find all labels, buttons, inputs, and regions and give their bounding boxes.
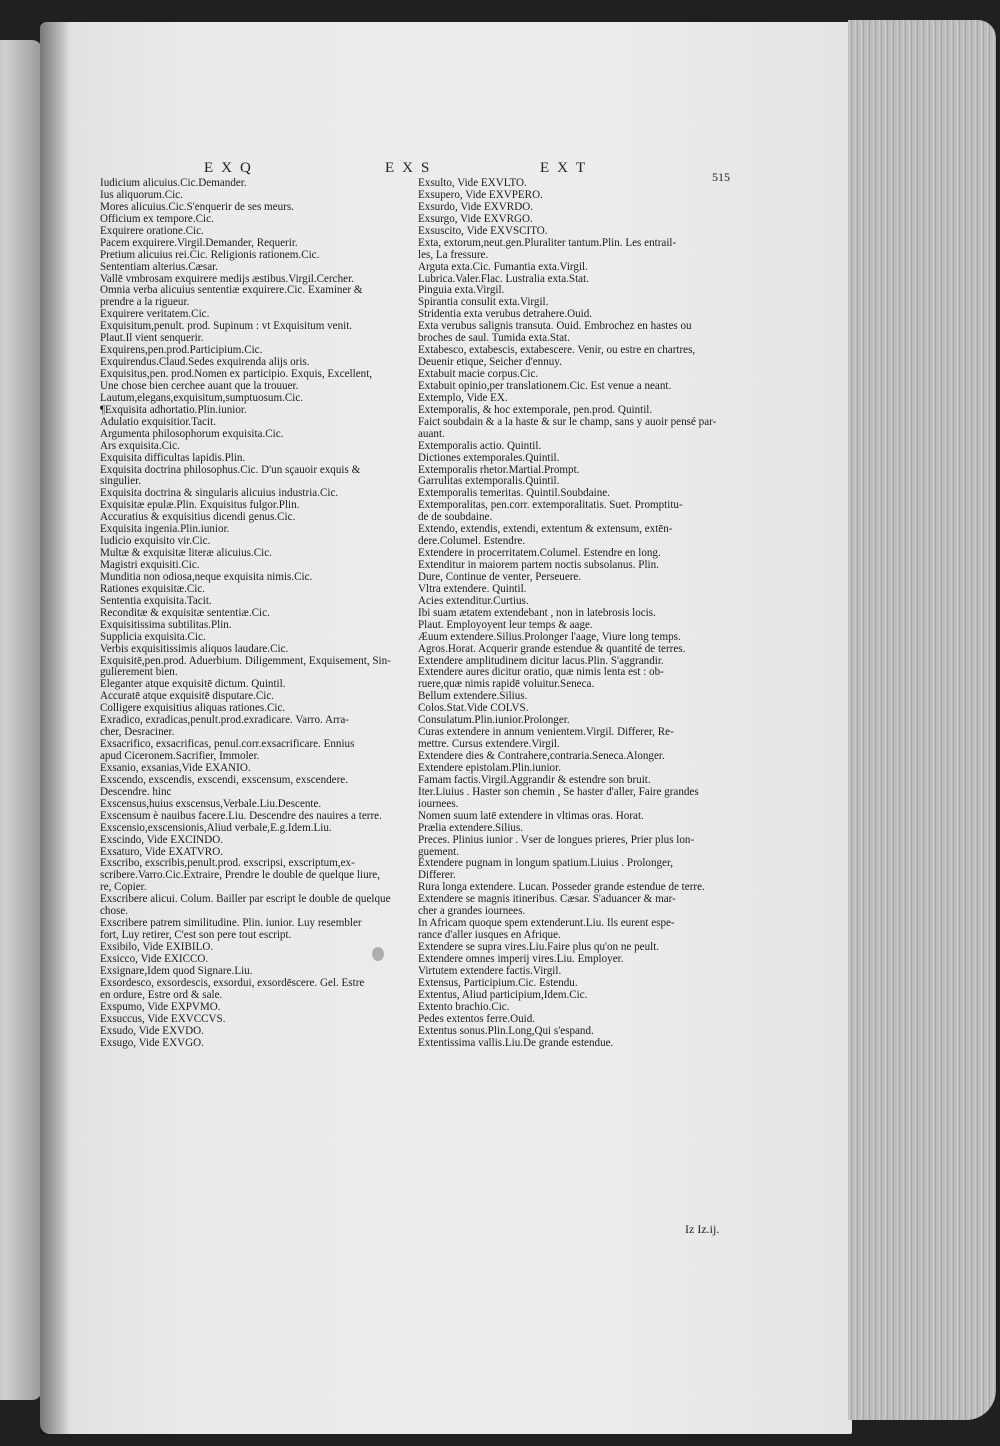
entry-line: Extendo, extendis, extendi, extentum & extensum, extēn-: [418, 523, 673, 536]
entry-line: Extentus, Aliud participium,Idem.Cic.: [418, 988, 588, 1001]
entry-line: mettre. Cursus extendere.Virgil.: [418, 738, 560, 751]
entry-line: Vltra extendere. Quintil.: [418, 582, 527, 595]
entry-line: Pedes extentos ferre.Ouid.: [418, 1012, 536, 1025]
entry-line: fort, Luy retirer, C'est son pere tout escript.: [100, 929, 292, 942]
entry-line: Exspumo, Vide EXPVMO.: [100, 1000, 221, 1013]
signature-mark: Iz Iz.ij.: [685, 1222, 720, 1236]
entry-line: Differer.: [418, 869, 456, 882]
entry-line: Consulatum.Plin.iunior.Prolonger.: [418, 714, 570, 727]
entry-line: Sententiam alterius.Cæsar.: [100, 260, 219, 273]
entry-line: Exsicco, Vide EXICCO.: [100, 952, 209, 965]
entry-line: Extendere epistolam.Plin.iunior.: [418, 761, 561, 774]
entry-line: Extabesco, extabescis, extabescere. Venir, ou estre en chartres,: [418, 344, 696, 357]
entry-line: Exsuscito, Vide EXVSCITO.: [418, 224, 548, 237]
entry-line: Extentissima vallis.Liu.De grande estendue.: [418, 1036, 614, 1049]
entry-line: Exscribere alicui. Colum. Bailler par escript le double de quelque: [100, 893, 391, 906]
entry-line: ¶Exquisita adhortatio.Plin.iunior.: [100, 403, 247, 416]
entry-line: gulierement bien.: [100, 666, 178, 679]
entry-line: Exsurgo, Vide EXVRGO.: [418, 212, 533, 225]
entry-line: Arguta exta.Cic. Fumantia exta.Virgil.: [418, 260, 588, 273]
entry-line: Dictiones extemporales.Quintil.: [418, 451, 560, 464]
entry-line: Exquisitæ epulæ.Plin. Exquisitus fulgor.Plin.: [100, 499, 300, 512]
entry-line: Colligere exquisitius aliquas rationes.Cic.: [100, 702, 286, 715]
entry-line: Acies extenditur.Curtius.: [418, 594, 529, 607]
entry-line: Exsudo, Vide EXVDO.: [100, 1024, 204, 1037]
entry-line: iournees.: [418, 797, 459, 810]
entry-line: chose.: [100, 905, 129, 918]
entry-line: Eleganter atque exquisitē dictum. Quintil.: [100, 678, 286, 691]
entry-line: Plaut.Il vient senquerir.: [100, 332, 204, 345]
entry-line: Vallē vmbrosam exquirere medijs æstibus.Virgil.Cercher.: [100, 272, 354, 285]
entry-line: Plaut. Employoyent leur temps & aage.: [418, 618, 593, 631]
entry-line: Extemporalis, & hoc extemporale, pen.prod. Quintil.: [418, 403, 653, 416]
entry-line: Multæ & exquisitæ literæ alicuius.Cic.: [100, 547, 272, 560]
entry-line: In Africam quoque spem extenderunt.Liu. Ils eurent espe-: [418, 917, 675, 930]
entry-line: Exta, extorum,neut.gen.Pluraliter tantum.Plin. Les entrail-: [418, 236, 677, 249]
entry-line: Extendere in procerritatem.Columel. Estendre en long.: [418, 547, 661, 560]
entry-line: Omnia verba alicuius sententiæ exquirere.Cic. Examiner &: [100, 284, 363, 297]
entry-line: les, La fressure.: [418, 248, 489, 261]
entry-line: Extemporalis actio. Quintil.: [418, 439, 542, 452]
entry-line: Exsacrifico, exsacrificas, penul.corr.exsacrificare. Ennius: [100, 738, 355, 751]
left-page-edge: [0, 40, 42, 1400]
entry-line: singulier.: [100, 475, 141, 488]
entry-line: Accuratius & exquisitius dicendi genus.Cic.: [100, 511, 296, 524]
entry-line: Extendere amplitudinem dicitur lacus.Plin. S'aggrandir.: [418, 654, 664, 667]
entry-line: Exquisitus,pen. prod.Nomen ex participio. Exquis, Excellent,: [100, 368, 373, 380]
entry-line: Exsignare,Idem quod Signare.Liu.: [100, 964, 253, 977]
entry-line: dere.Columel. Estendre.: [418, 535, 526, 548]
entry-line: Virtutem extendere factis.Virgil.: [418, 964, 562, 977]
entry-line: Exscribere patrem similitudine. Plin. iunior. Luy resembler: [100, 917, 362, 930]
entry-line: Rura longa extendere. Lucan. Posseder grande estendue de terre.: [418, 881, 705, 894]
entry-line: Sententia exquisita.Tacit.: [100, 594, 212, 607]
entry-line: Rationes exquisitæ.Cic.: [100, 582, 206, 595]
entry-line: Colos.Stat.Vide COLVS.: [418, 702, 529, 715]
entry-line: Iter.Liuius . Haster son chemin , Se haster d'aller, Faire grandes: [418, 785, 699, 798]
entry-line: Extensus, Participium.Cic. Estendu.: [418, 976, 578, 989]
entry-line: cher a grandes iournees.: [418, 905, 526, 918]
entry-line: Munditia non odiosa,neque exquisita nimis.Cic.: [100, 570, 313, 583]
page-fore-edge: [848, 20, 996, 1420]
entry-line: re, Copier.: [100, 881, 147, 894]
entry-line: cher, Desraciner.: [100, 726, 175, 739]
entry-line: Iudicio exquisito vir.Cic.: [100, 535, 211, 548]
entry-line: Faict soubdain & a la haste & sur le champ, sans y auoir pensé par-: [418, 415, 717, 428]
entry-line: Exsurdo, Vide EXVRDO.: [418, 200, 533, 213]
entry-line: Pacem exquirere.Virgil.Demander, Requerir.: [100, 236, 298, 249]
header-left: EXQ: [204, 160, 259, 176]
entry-line: Exscensum è nauibus facere.Liu. Descendre des nauires a terre.: [100, 809, 382, 822]
entry-line: Nomen suum latē extendere in vltimas oras. Horat.: [418, 809, 644, 822]
entry-line: Curas extendere in annum venientem.Virgil. Differer, Re-: [418, 726, 674, 739]
entry-line: Lautum,elegans,exquisitum,sumptuosum.Cic.: [100, 391, 304, 404]
entry-line: Exsulto, Vide EXVLTO.: [418, 177, 527, 189]
entry-line: Garrulitas extemporalis.Quintil.: [418, 475, 560, 488]
entry-line: Exsupero, Vide EXVPERO.: [418, 188, 543, 201]
entry-line: Exquisitē,pen.prod. Aduerbium. Diligemment, Exquisement, Sin-: [100, 654, 391, 667]
header-center: EXS: [385, 160, 438, 176]
entry-line: de de soubdaine.: [418, 511, 493, 524]
entry-line: Exscindo, Vide EXCINDO.: [100, 833, 223, 846]
entry-line: Pretium alicuius rei.Cic. Religionis rationem.Cic.: [100, 248, 320, 261]
entry-line: Exquisita difficultas lapidis.Plin.: [100, 451, 246, 464]
entry-line: guement.: [418, 845, 459, 858]
entry-line: Exsordesco, exsordescis, exsordui, exsordēscere. Gel. Estre: [100, 976, 365, 989]
entry-line: Exquisitum,penult. prod. Supinum : vt Exquisitum venit.: [100, 320, 353, 333]
entry-line: Exsuccus, Vide EXVCCVS.: [100, 1012, 226, 1025]
entry-line: Extendere se magnis itineribus. Cæsar. S'aduancer & mar-: [418, 893, 676, 906]
gutter-shadow: [40, 22, 70, 1434]
entry-line: Ars exquisita.Cic.: [100, 439, 180, 452]
entry-line: Extemporalis rhetor.Martial.Prompt.: [418, 463, 580, 476]
entry-line: Exquisita doctrina philosophus.Cic. D'un sçauoir exquis &: [100, 463, 361, 476]
entry-line: Iudicium alicuius.Cic.Demander.: [100, 177, 247, 189]
entry-line: Exscensus,huius exscensus,Verbale.Liu.Descente.: [100, 797, 322, 810]
entry-line: Spirantia consulit exta.Virgil.: [418, 296, 549, 309]
entry-line: Exquirens,pen.prod.Participium.Cic.: [100, 344, 263, 357]
entry-line: ruere,quæ nimis rapidē voluitur.Seneca.: [418, 678, 595, 691]
entry-line: rance d'aller iusques en Afrique.: [418, 929, 561, 942]
entry-line: Exsugo, Vide EXVGO.: [100, 1036, 204, 1049]
header-right: EXT: [540, 160, 594, 176]
entry-line: Une chose bien cerchee auant que la trouuer.: [100, 379, 299, 392]
entry-line: Bellum extendere.Silius.: [418, 690, 528, 703]
entry-line: Exscribo, exscribis,penult.prod. exscripsi, exscriptum,ex-: [100, 857, 355, 870]
entry-line: broches de saul. Tumida exta.Stat.: [418, 332, 570, 345]
entry-line: Extenditur in maiorem partem noctis subsolanus. Plin.: [418, 559, 659, 571]
entry-line: Deuenir etique, Seicher d'ennuy.: [418, 356, 562, 369]
entry-line: Extendere se supra vires.Liu.Faire plus qu'on ne peult.: [418, 941, 660, 953]
entry-line: Verbis exquisitissimis aliquos laudare.Cic.: [100, 642, 289, 655]
right-column: [418, 178, 728, 1049]
entry-line: prendre a la rigueur.: [100, 296, 190, 309]
entry-line: Extemporalitas, pen.corr. extemporalitatis. Suet. Promptitu-: [418, 499, 683, 512]
entry-line: Exquirendus.Claud.Sedes exquirenda alijs oris.: [100, 356, 310, 369]
entry-line: Exradico, exradicas,penult.prod.exradicare. Varro. Arra-: [100, 714, 349, 727]
entry-line: Mores alicuius.Cic.S'enquerir de ses meurs.: [100, 200, 294, 213]
entry-line: Accuratē atque exquisitē disputare.Cic.: [100, 690, 275, 703]
entry-line: en ordure, Estre ord & sale.: [100, 988, 223, 1001]
entry-line: Exsaturo, Vide EXATVRO.: [100, 845, 223, 858]
entry-line: Lubrica.Valer.Flac. Lustralia exta.Stat.: [418, 272, 589, 285]
entry-line: Ibi suam ætatem extendebant , non in latebrosis locis.: [418, 606, 656, 619]
entry-line: Argumenta philosophorum exquisita.Cic.: [100, 427, 284, 440]
entry-line: Exta verubus salignis transuta. Ouid. Embrochez en hastes ou: [418, 320, 692, 333]
page-number: 515: [712, 170, 730, 184]
entry-line: Exquirere veritatem.Cic.: [100, 308, 210, 321]
entry-line: Extabuit macie corpus.Cic.: [418, 368, 539, 380]
entry-line: Extendere aures dicitur oratio, quæ nimis lenta est : ob-: [418, 666, 664, 679]
entry-line: apud Ciceronem.Sacrifier, Immoler.: [100, 750, 260, 762]
entry-line: Supplicia exquisita.Cic.: [100, 630, 206, 643]
entry-line: Descendre. hinc: [100, 785, 172, 798]
entry-line: Exscendo, exscendis, exscendi, exscensum, exscendere.: [100, 773, 348, 786]
entry-line: Extentus sonus.Plin.Long,Qui s'espand.: [418, 1024, 594, 1037]
entry-line: Extemporalis temeritas. Quintil.Soubdaine.: [418, 487, 610, 500]
entry-line: Agros.Horat. Acquerir grande estendue & quantité de terres.: [418, 642, 686, 655]
entry-line: Extemplo, Vide EX.: [418, 391, 508, 404]
entry-line: Magistri exquisiti.Cic.: [100, 559, 200, 571]
entry-line: Adulatio exquisitior.Tacit.: [100, 415, 216, 428]
left-column: [100, 178, 400, 1049]
entry-line: Exquisitissima subtilitas.Plin.: [100, 618, 232, 631]
entry-line: scribere.Varro.Cic.Extraire, Prendre le double de quelque liure,: [100, 869, 381, 882]
entry-line: Exquisita doctrina & singularis alicuius industria.Cic.: [100, 487, 339, 500]
entry-line: Pinguia exta.Virgil.: [418, 284, 505, 297]
entry-line: auant.: [418, 427, 445, 440]
entry-line: Exquisita ingenia.Plin.iunior.: [100, 523, 230, 536]
entry-line: Æuum extendere.Silius.Prolonger l'aage, Viure long temps.: [418, 630, 681, 643]
entry-line: Extendere pugnam in longum spatium.Liuius . Prolonger,: [418, 857, 673, 870]
entry-line: Exquirere oratione.Cic.: [100, 224, 204, 237]
entry-line: Preces. Plinius iunior . Vser de longues prieres, Prier plus lon-: [418, 833, 695, 846]
entry-line: Dure, Continue de venter, Perseuere.: [418, 570, 582, 583]
entry-line: Exscensio,exscensionis,Aliud verbale,E.g.Idem.Liu.: [100, 821, 332, 834]
entry-line: Extabuit opinio,per translationem.Cic. Est venue a neant.: [418, 379, 672, 392]
entry-line: Reconditæ & exquisitæ sententiæ.Cic.: [100, 606, 270, 619]
entry-line: Extento brachio.Cic.: [418, 1000, 510, 1013]
entry-line: Ius aliquorum.Cic.: [100, 188, 183, 201]
entry-line: Extendere omnes imperij vires.Liu. Employer.: [418, 952, 624, 965]
entry-line: Extendere dies & Contrahere,contraria.Seneca.Alonger.: [418, 750, 665, 762]
entry-line: Officium ex tempore.Cic.: [100, 212, 214, 225]
entry-line: Exsanio, exsanias,Vide EXANIO.: [100, 761, 251, 774]
entry-line: Famam factis.Virgil.Aggrandir & estendre son bruit.: [418, 773, 651, 786]
entry-line: Exsibilo, Vide EXIBILO.: [100, 941, 214, 953]
entry-line: Stridentia exta verubus detrahere.Ouid.: [418, 308, 593, 321]
entry-line: Prælia extendere.Silius.: [418, 821, 524, 834]
